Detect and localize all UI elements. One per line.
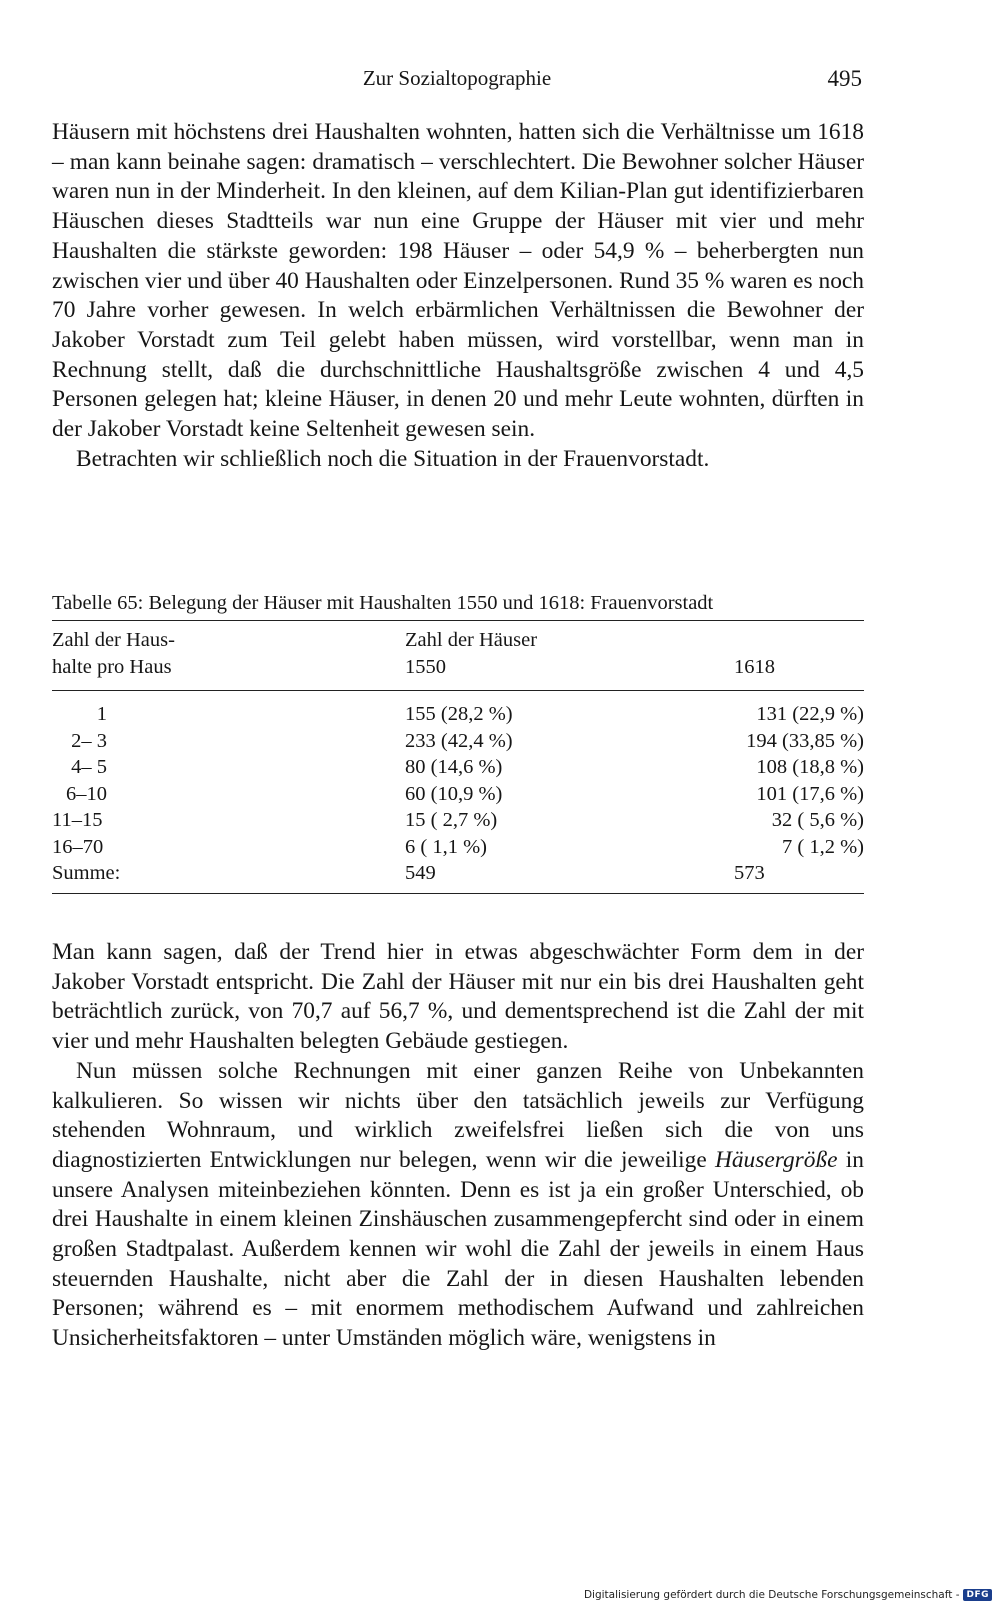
- sum-1550-cell: 549: [405, 862, 436, 884]
- households-cell: 4– 5: [71, 756, 107, 778]
- table-row: [52, 701, 864, 728]
- count-1550-cell: 233 (42,4 %): [405, 729, 513, 752]
- table-sum-row: [52, 860, 864, 887]
- paragraph-text: Nun müssen solche Rechnungen mit einer ganzen Reihe von Unbekannten kalkulieren. So wissen wir nichts über den tatsächlich jeweils zur Verfügung stehenden Wohnraum, und wirklich zweifelsfrei ließen sich die von uns diagnostizierten Entwicklungen nur belegen, wenn wir die jeweilige: [52, 1057, 864, 1173]
- count-1618-cell: 32 ( 5,6 %): [771, 809, 864, 831]
- paragraph-text: in unsere Analysen miteinbeziehen könnten. Denn es ist ja ein großer Unterschied, ob drei Haushalte in einem kleinen Zinshäuschen zusammengepfercht sind oder in einem großen Stadtpalast. Außerdem kennen wir wohl die Zahl der jeweils in einem Haus steuernden Haushalte, nicht aber die Zahl der in diesen Haushalten lebenden Personen; während es – mit enormem methodischem Aufwand und zahlreichen Unsicherheitsfaktoren – unter Umständen möglich wäre, wenigstens in: [52, 1146, 864, 1352]
- table-top-rule: [52, 620, 864, 621]
- sum-1618-cell: 573: [734, 862, 765, 884]
- table-header: [52, 627, 864, 687]
- count-1550-cell: 60 (10,9 %): [405, 782, 503, 805]
- text-block-top: [52, 118, 864, 474]
- count-1550-cell: 80 (14,6 %): [405, 756, 503, 778]
- count-1618-cell: 108 (18,8 %): [756, 756, 864, 778]
- running-head: [52, 66, 862, 96]
- column-header-line: Zahl der Haus-: [52, 629, 175, 651]
- paragraph: [52, 1057, 864, 1354]
- households-cell: 1: [96, 703, 107, 725]
- column-header-year-1618: 1618: [734, 655, 775, 678]
- sum-label: Summe:: [52, 862, 121, 884]
- running-title: Zur Sozialtopographie: [362, 66, 552, 90]
- table-body: [52, 701, 864, 891]
- count-1618-cell: 194 (33,85 %): [746, 729, 864, 752]
- count-1550-cell: 155 (28,2 %): [405, 703, 513, 725]
- table-row: [52, 728, 864, 755]
- text-block-bottom: [52, 938, 864, 1354]
- page-number: 495: [827, 66, 862, 91]
- dfg-logo: DFG: [963, 1589, 992, 1601]
- column-header-line: Zahl der Häuser: [405, 629, 538, 651]
- table-caption: Tabelle 65: Belegung der Häuser mit Haushalten 1550 und 1618: Frauenvorstadt: [52, 592, 714, 614]
- households-cell: 6–10: [66, 782, 107, 805]
- count-1618-cell: 101 (17,6 %): [756, 782, 864, 805]
- table-row: [52, 754, 864, 781]
- households-cell: 11–15: [52, 809, 103, 831]
- footer-text: Digitalisierung gefördert durch die Deutsche Forschungsgemeinschaft -: [583, 1589, 960, 1601]
- households-cell: 2– 3: [71, 729, 107, 752]
- table-bottom-rule: [52, 893, 864, 894]
- column-header-houses: [405, 627, 537, 680]
- table-row: [52, 807, 864, 834]
- count-1550-cell: 15 ( 2,7 %): [405, 809, 498, 831]
- count-1550-cell: 6 ( 1,1 %): [405, 835, 487, 858]
- count-1618-cell: 7 ( 1,2 %): [782, 835, 864, 858]
- paragraph: Man kann sagen, daß der Trend hier in etwas abgeschwächter Form dem in der Jakober Vorstadt entspricht. Die Zahl der Häuser mit nur ein bis drei Haushalten geht beträchtlich zurück, von 70,7 auf 56,7 %, und dementsprechend ist die Zahl der mit vier und mehr Haushalten belegten Gebäude gestiegen.: [52, 939, 864, 1055]
- column-header-year-1550: 1550: [405, 655, 446, 678]
- paragraph: Häusern mit höchstens drei Haushalten wohnten, hatten sich die Verhältnisse um 1618 – man kann beinahe sagen: dramatisch – verschlechtert. Die Bewohner solcher Häuser waren nun in der Minderheit. In den kleinen, auf dem Kilian-Plan gut identifizierbaren Häuschen dieses Stadtteils war nun eine Gruppe der Häuser mit vier und mehr Haushalten die stärkste geworden: 198 Häuser – oder 54,9 % – beherbergten nun zwischen vier und über 40 Haushalten oder Einzelpersonen. Rund 35 % waren es noch 70 Jahre vorher gewesen. In welch erbärmlichen Verhältnissen die Bewohner der Jakober Vorstadt zum Teil gelebt haben müssen, wird vorstellbar, wenn man in Rechnung stellt, daß die durchschnittliche Haushaltsgröße zwischen 4 und 4,5 Personen gelegen hat; kleine Häuser, in denen 20 und mehr Leute wohnten, dürften in der Jakober Vorstadt keine Seltenheit gewesen sein.: [52, 119, 864, 443]
- table-row: [52, 834, 864, 861]
- count-1618-cell: 131 (22,9 %): [756, 703, 864, 725]
- households-cell: 16–70: [52, 835, 104, 858]
- column-header-line: halte pro Haus: [52, 655, 172, 678]
- digitization-footer: [584, 1589, 992, 1601]
- table-row: [52, 781, 864, 808]
- column-header-households: [52, 627, 175, 680]
- paragraph: Betrachten wir schließlich noch die Situation in der Frauenvorstadt.: [76, 445, 710, 472]
- italic-term: Häusergröße: [714, 1146, 838, 1173]
- table-header-rule: [52, 690, 864, 691]
